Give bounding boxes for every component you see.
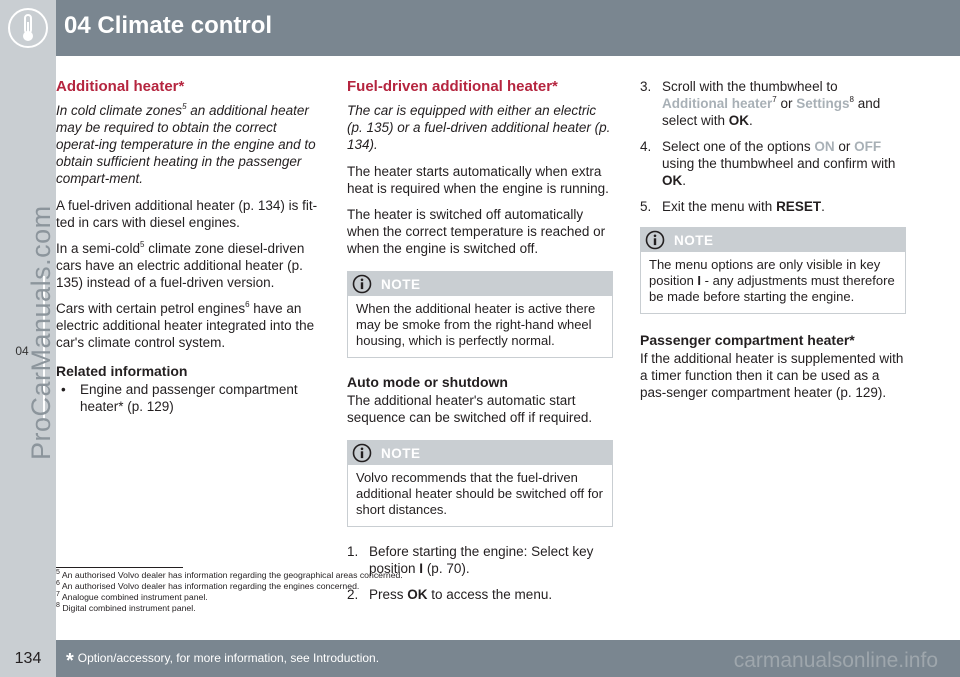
step-item: 2. Press OK to access the menu. (347, 587, 553, 602)
info-icon (645, 230, 665, 250)
note-text: Volvo recommends that the fuel-driven additional heater should be switched off for short distances. (356, 470, 603, 517)
column-3 (640, 78, 906, 410)
step-item: 1. Before starting the engine: Select key position I (p. 70). (347, 544, 594, 576)
paragraph: A fuel-driven additional heater (p. 134) is fit-ted in cars with diesel engines. (56, 198, 318, 230)
related-list (56, 381, 322, 415)
paragraph: The heater is switched off automatically when the correct temperature is reached or when the engine is switched off. (347, 207, 606, 256)
note-header (641, 228, 905, 252)
footnote-ref[interactable]: 7 (772, 94, 777, 104)
step-list (640, 78, 906, 215)
chapter-title: 04 Climate control (64, 12, 273, 39)
sub-heading-passenger-heater: Passenger compartment heater* (640, 332, 855, 348)
step-item: 3. Scroll with the thumbwheel to Additional heater$^7$ or Settings$^8$ and select with OK. (640, 79, 881, 128)
note-label: NOTE (381, 446, 421, 461)
note-label: NOTE (381, 277, 421, 292)
footnote: $^5$ An authorised Volvo dealer has information regarding the geographical areas concerned. (56, 569, 403, 580)
footnote-divider (56, 567, 183, 568)
footnote: $^7$ Analogue combined instrument panel. (56, 591, 208, 602)
footnote-ref[interactable]: 5 (182, 101, 187, 111)
footnote-ref[interactable]: 5 (140, 239, 145, 249)
footnote: $^8$ Digital combined instrument panel. (56, 602, 196, 613)
section-heading-additional-heater: Additional heater* (56, 78, 185, 95)
column-1 (56, 78, 322, 415)
asterisk-mark: * (66, 650, 74, 672)
footer-note: * Option/accessory, for more information, see Introduction. (66, 650, 380, 672)
section-heading-fuel-driven-heater: Fuel-driven additional heater* (347, 78, 558, 95)
note-box (640, 227, 906, 314)
related-information-heading: Related information (56, 363, 188, 379)
footer-watermark: carmanualsonline.info (733, 649, 938, 672)
sub-heading-auto-mode: Auto mode or shutdown (347, 374, 508, 390)
paragraph: Cars with certain petrol engines$^6$ have an electric additional heater integrated into the car's climate control system. (56, 299, 315, 350)
menu-option-settings: Settings (796, 96, 850, 111)
note-box (347, 271, 613, 358)
paragraph: The additional heater's automatic start sequence can be switched off if required. (347, 393, 593, 425)
page-number: 134 (0, 640, 56, 677)
note-header (348, 272, 612, 296)
footnote-ref[interactable]: 8 (849, 94, 854, 104)
note-text: When the additional heater is active there may be smoke from the right-hand wheel housing, which is perfectly normal. (356, 301, 596, 348)
info-icon (352, 274, 372, 294)
chapter-icon-box (0, 0, 56, 56)
paragraph: If the additional heater is supplemented with a timer function then it can be used as a pas-senger compartment heater (p. 129). (640, 351, 904, 400)
option-off: OFF (854, 139, 882, 154)
column-2 (347, 78, 613, 612)
footnotes (56, 570, 403, 614)
side-watermark: ProCarManuals.com (26, 205, 56, 460)
related-link[interactable]: • Engine and passenger compartment heater* (p. 129) (56, 381, 322, 415)
note-label: NOTE (674, 233, 714, 248)
note-box (347, 440, 613, 527)
option-on: ON (814, 139, 835, 154)
side-tab-label: 04 (15, 344, 29, 358)
note-text: The menu options are only visible in key position I - any adjustments must therefore be made before starting the engine. (649, 257, 895, 304)
intro-paragraph: The car is equipped with either an electric (p. 135) or a fuel-driven additional heater (p. 134). (347, 103, 611, 152)
footnote-ref[interactable]: 6 (245, 299, 250, 309)
step-item: 4. Select one of the options ON or OFF using the thumbwheel and confirm with OK. (640, 139, 896, 188)
note-header (348, 441, 612, 465)
paragraph: The heater starts automatically when extra heat is required when the engine is running. (347, 164, 609, 196)
info-icon (352, 443, 372, 463)
thermometer-icon (6, 6, 50, 50)
paragraph: In a semi-cold$^5$ climate zone diesel-driven cars have an electric additional heater (p. 135) instead of a fuel-driven version. (56, 239, 305, 290)
intro-paragraph: In cold climate zones$^5$ an additional heater may be required to obtain the correct operat-ing temperature in the engine and to obtain sufficient heating in the passenger compart-ment. (56, 101, 316, 186)
menu-option-additional-heater: Additional heater (662, 96, 773, 111)
footnote: $^6$ An authorised Volvo dealer has information regarding the engines concerned. (56, 580, 360, 591)
step-item: 5. Exit the menu with RESET. (640, 199, 825, 214)
